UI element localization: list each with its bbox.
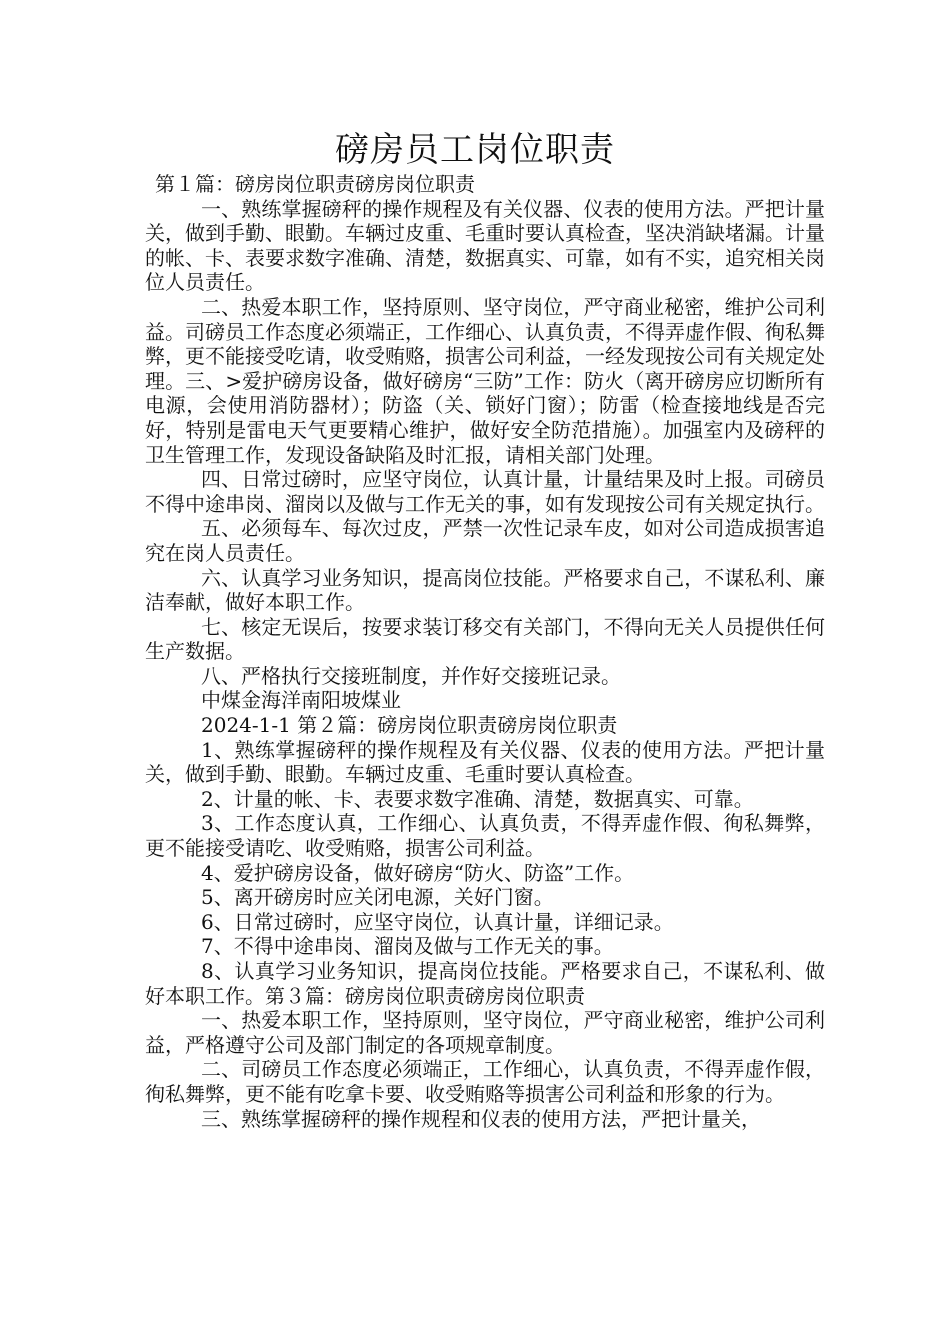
paragraph: 六、认真学习业务知识，提高岗位技能。严格要求自己，不谋私利、廉洁奉献，做好本职工作。	[145, 565, 825, 615]
paragraph: 二、司磅员工作态度必须端正，工作细心，认真负责，不得弄虚作假，徇私舞弊，更不能有吃拿卡要、收受贿赂等损害公司利益和形象的行为。	[145, 1057, 825, 1106]
paragraph: 三、熟练掌握磅秤的操作规程和仪表的使用方法，严把计量关，	[201, 1106, 761, 1131]
paragraph: 第１篇：磅房岗位职责磅房岗位职责	[155, 172, 475, 196]
paragraph: 5、离开磅房时应关闭电源，关好门窗。	[201, 885, 554, 910]
paragraph: 一、热爱本职工作，坚持原则，坚守岗位，严守商业秘密，维护公司利益，严格遵守公司及部门制定的各项规章制度。	[145, 1008, 825, 1057]
paragraph: 中煤金海洋南阳坡煤业	[201, 688, 401, 713]
paragraph: 8、认真学习业务知识，提高岗位技能。严格要求自己，不谋私利、做好本职工作。第３篇：磅房岗位职责磅房岗位职责	[145, 959, 825, 1008]
paragraph: 一、熟练掌握磅秤的操作规程及有关仪器、仪表的使用方法。严把计量关，做到手勤、眼勤。车辆过皮重、毛重时要认真检查，坚决消缺堵漏。计量的帐、卡、表要求数字准确、清楚，数据真实、可靠，如有不实，追究相关岗位人员责任。	[145, 196, 825, 295]
paragraph: 2024-1-1 第２篇：磅房岗位职责磅房岗位职责	[201, 713, 618, 738]
paragraph: 3、工作态度认真，工作细心、认真负责，不得弄虚作假、徇私舞弊，更不能接受请吃、收受贿赂，损害公司利益。	[145, 811, 825, 861]
paragraph: 四、日常过磅时，应坚守岗位，认真计量，计量结果及时上报。司磅员不得中途串岗、溜岗以及做与工作无关的事，如有发现按公司有关规定执行。	[145, 467, 825, 516]
document-title: 磅房员工岗位职责	[335, 130, 615, 170]
paragraph: 2、计量的帐、卡、表要求数字准确、清楚，数据真实、可靠。	[201, 786, 754, 811]
document-body	[145, 172, 825, 1131]
paragraph: 4、爱护磅房设备，做好磅房“防火、防盗”工作。	[201, 860, 635, 885]
paragraph: 6、日常过磅时，应坚守岗位，认真计量，详细记录。	[201, 909, 674, 934]
paragraph: 八、严格执行交接班制度，并作好交接班记录。	[201, 663, 621, 688]
paragraph: 七、核定无误后，按要求装订移交有关部门，不得向无关人员提供任何生产数据。	[145, 614, 825, 664]
paragraph: 五、必须每车、每次过皮，严禁一次性记录车皮，如对公司造成损害追究在岗人员责任。	[145, 516, 825, 565]
paragraph: 7、不得中途串岗、溜岗及做与工作无关的事。	[201, 934, 614, 959]
paragraph: 1、熟练掌握磅秤的操作规程及有关仪器、仪表的使用方法。严把计量关，做到手勤、眼勤。车辆过皮重、毛重时要认真检查。	[145, 737, 825, 787]
paragraph: 二、热爱本职工作，坚持原则、坚守岗位，严守商业秘密，维护公司利益。司磅员工作态度必须端正，工作细心、认真负责，不得弄虚作假、徇私舞弊，更不能接受吃请，收受贿赂，损害公司利益，一经发现按公司有关规定处理。三、>爱护磅房设备，做好磅房“三防”工作：防火（离开磅房应切断所有电源，会使用消防器材）；防盗（关、锁好门窗）；防雷（检查接地线是否完好，特别是雷电天气更要精心维护，做好安全防范措施）。加强室内及磅秤的卫生管理工作，发现设备缺陷及时汇报，请相关部门处理。	[145, 294, 825, 467]
